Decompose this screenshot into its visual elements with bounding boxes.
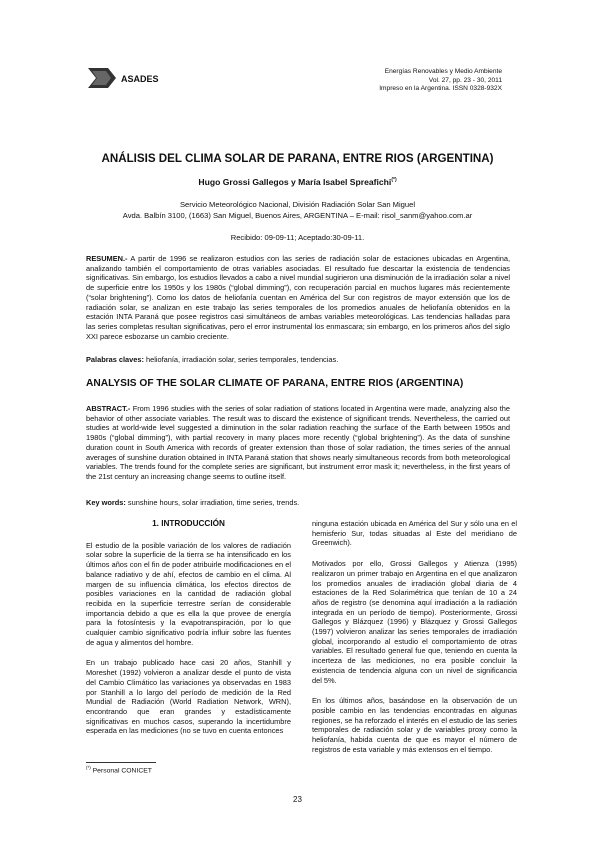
resumen-paragraph	[86, 254, 510, 341]
keywords-text: sunshine hours, solar irradiation, time series, trends.	[125, 498, 300, 507]
authors	[0, 177, 595, 187]
asades-logo-icon	[86, 66, 118, 90]
page-number: 23	[293, 795, 302, 804]
footnote-mark: (*)	[86, 765, 91, 770]
resumen-text: A partir de 1996 se realizaron estudios con las series de radiación solar de estaciones ubicadas en Argentina, analizando también el comportamiento de otras variables asociadas. El resultado fue descartar la existencia de tendencias significativas. Sin embargo, los estudios llevados a cabo a nivel mundial sugirieron una disminución de la irradiación solar a nivel de superficie entre los 1950s y los 1980s (“global dimming”), con recuperación parcial en muchos lugares más recientemente (“solar brightening”). Como los datos de heliofanía cuentan en América del Sur con registros de mayor extensión que los de radiación solar, se analizan en este trabajo las series temporales de los promedios anuales de heliofanía obtenidos en la estación INTA Paraná que posee registros casi simultáneos de ambas variables meteorológicas. Las tendencias halladas para las series completas resultan significativas, pero el error instrumental los enmascara; sin embargo, en los primeros años del siglo XXI parece esbozarse un cambio creciente.	[86, 254, 510, 341]
journal-volume: Vol. 27, pp. 23 - 30, 2011	[428, 76, 502, 84]
intro-paragraph-3: ninguna estación ubicada en América del Sur y sólo una en el hemisferio Sur, todas situadas al Este del meridiano de Greenwich).	[312, 519, 517, 548]
right-column	[312, 519, 517, 765]
left-column	[86, 519, 291, 747]
resumen-label: RESUMEN.-	[86, 254, 128, 263]
abstract-text: From 1996 studies with the series of solar radiation of stations located in Argentina were made, analyzing also the behavior of other associate variables. The result was to discard the existence of significant trends. Nevertheless, the carried out studies at world-wide level suggested a diminution in the solar radiation reaching the surface of the Earth between 1950s and 1980s (“global dimming”), with partial recovery in many places more recently (“global brightening”). As the data of sunshine duration count in South America with records of greater extension than those of solar radiation, the times series of the annual averages of sunshine duration obtained in INTA Paraná station that shows nearly simultaneous records from both meteorological variables. The trends found for the complete series are significant, but instrument error mask it; nevertheless, in the first years of the 21st century an increasing change seems to outline itself.	[86, 404, 510, 481]
intro-paragraph-2: En un trabajo publicado hace casi 20 años, Stanhill y Moreshet (1992) volvieron a analizar desde el punto de vista del Cambio Climático las variaciones ya observadas en 1983 por Stanhill a lo largo del período de medición de la Red Mundial de Radiación (World Radiation Network, WRN), encontrando que eran grandes y estadísticamente significativas en muchos casos, superando la incertidumbre esperada en las mediciones (no se tuvo en cuenta entonces	[86, 658, 291, 736]
footnote	[86, 765, 152, 774]
palabras-text: heliofanía, irradiación solar, series temporales, tendencias.	[143, 355, 339, 364]
journal-issn: Impreso en la Argentina. ISSN 0328-932X	[379, 85, 502, 93]
journal-info	[379, 68, 502, 94]
affiliation	[0, 200, 595, 221]
logo-text: ASADES	[121, 74, 159, 84]
intro-paragraph-4: Motivados por ello, Grossi Gallegos y Atienza (1995) realizaron un primer trabajo en Argentina en el que analizaron los promedios anuales de irradiación global diaria de 4 estaciones de la Red Solarimétrica que tenían de 10 a 24 años de registro (se denomina aquí irradiación a la radiación integrada en un período de tiempo). Posteriormente, Grossi Gallegos y Blázquez (1996) y Blázquez y Grossi Gallegos (1997) volvieron analizar las series temporales de irradiación global, incorporando al estudio el comportamiento de otras variables. El resultado general fue que, teniendo en cuenta la incerteza de las mediciones, no era posible concluir la existencia de tendencia alguna con un nivel de significancia del 5%.	[312, 559, 517, 685]
affiliation-line2: Avda. Balbín 3100, (1663) San Miguel, Buenos Aires, ARGENTINA – E-mail: risol_sanm@yahoo.com.ar	[122, 210, 473, 220]
keywords-label: Key words:	[86, 498, 126, 507]
section-heading-introduccion: 1. INTRODUCCIÓN	[152, 519, 225, 528]
received-dates: Recibido: 09-09-11; Aceptado:30-09-11.	[230, 233, 365, 242]
footnote-text: Personal CONICET	[90, 767, 152, 775]
palabras-label: Palabras claves:	[86, 355, 144, 364]
palabras-claves	[86, 355, 510, 365]
english-title: ANALYSIS OF THE SOLAR CLIMATE OF PARANA, ENTRE RIOS (ARGENTINA)	[86, 378, 464, 389]
authors-names: Hugo Grossi Gallegos y María Isabel Spreafichi	[198, 177, 392, 187]
affiliation-line1: Servicio Meteorológico Nacional, División Radiación Solar San Miguel	[179, 200, 416, 209]
authors-footnote-mark: (*)	[391, 177, 397, 184]
key-words	[86, 498, 510, 508]
intro-paragraph-1: El estudio de la posible variación de los valores de radiación solar sobre la superficie de la tierra se ha intensificado en los últimos años con el fin de poder atribuirle modificaciones en el balance radiativo y de ahí, efectos de cambio en el clima. Al margen de su influencia climática, los efectos directos de posibles variaciones en la cantidad de radiación global recibida en la superficie terrestre serían de considerable importancia debido a que es ella la que provee de energía para la fotosíntesis y la evapotranspiración, por lo que cualquier cambio significativo podría influir sobre las fuentes de agua y alimentos del hombre.	[86, 540, 291, 647]
intro-paragraph-5: En los últimos años, basándose en la observación de un posible cambio en las tendencias encontradas en algunas regiones, se ha reforzado el interés en el estudio de las series temporales de radiación solar y de variables proxy como la heliofanía, habida cuenta de que es mayor el número de registros de esta variable y más extensos en el tiempo.	[312, 696, 517, 754]
abstract-paragraph	[86, 404, 510, 482]
paper-title: ANÁLISIS DEL CLIMA SOLAR DE PARANA, ENTRE RIOS (ARGENTINA)	[101, 152, 494, 165]
footnote-divider	[86, 762, 156, 763]
abstract-label: ABSTRACT.-	[86, 404, 131, 413]
journal-name: Energías Renovables y Medio Ambiente	[384, 68, 502, 75]
